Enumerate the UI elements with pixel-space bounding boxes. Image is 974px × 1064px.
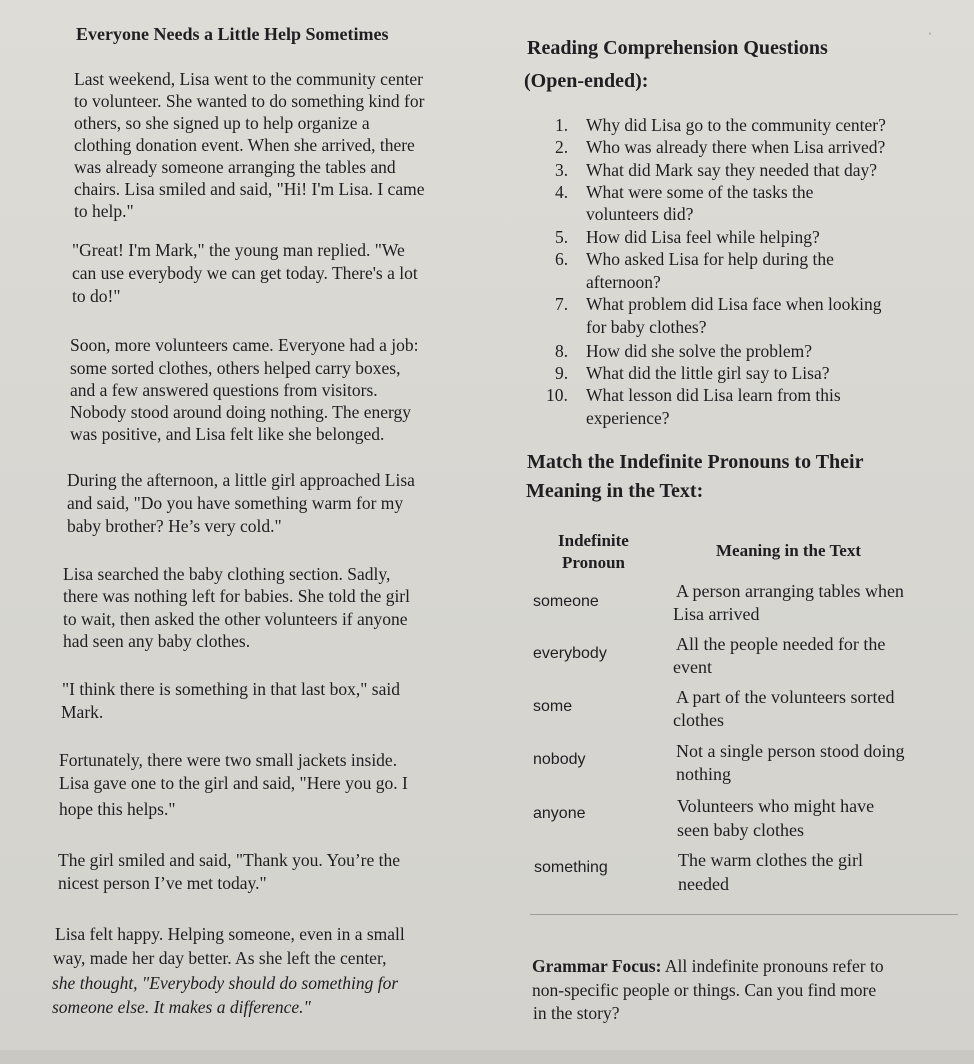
meaning-cell: seen baby clothes [677,820,804,840]
question-number: 6. [555,249,569,269]
pronoun-cell: something [534,859,608,876]
question-text: What did Mark say they needed that day? [586,160,878,180]
story-line: way, made her day better. As she left the center, [53,948,387,968]
question-text: What lesson did Lisa learn from this [586,385,841,405]
pronoun-cell: some [533,698,573,715]
story-line: Mark. [61,702,104,722]
question-number: 9. [555,363,569,383]
grammar-focus-line [532,955,884,977]
meaning-cell: event [673,657,712,677]
question-text: volunteers did? [586,204,694,224]
meaning-cell: Volunteers who might have [677,796,875,816]
question-text: Why did Lisa go to the community center? [586,115,886,135]
column-header-meaning: Meaning in the Text [716,541,861,560]
story-line: Fortunately, there were two small jackets inside. [59,750,398,770]
match-subheading: Meaning in the Text: [526,480,704,502]
question-text: How did Lisa feel while helping? [586,227,820,247]
meaning-cell: All the people needed for the [676,634,886,654]
story-line: to volunteer. She wanted to do something kind for [74,91,425,111]
meaning-cell: Lisa arrived [673,604,760,624]
column-header-pronoun: Pronoun [562,553,625,572]
match-heading: Match the Indefinite Pronouns to Their [527,451,864,473]
story-line: chairs. Lisa smiled and said, "Hi! I'm Lisa. I came [74,179,425,199]
column-header-pronoun: Indefinite [558,531,629,550]
story-line: others, so she signed up to help organize a [74,113,370,133]
story-line: had seen any baby clothes. [63,631,251,651]
pronoun-cell: anyone [533,805,586,822]
story-line: and a few answered questions from visitors. [70,380,378,400]
question-number: 7. [555,294,569,314]
story-line: someone else. It makes a difference." [52,997,311,1017]
story-line: there was nothing left for babies. She told the girl [63,586,411,606]
story-line: some sorted clothes, others helped carry boxes, [70,358,401,378]
question-number: 5. [555,227,569,247]
story-line: "Great! I'm Mark," the young man replied. "We [72,240,405,260]
story-line: clothing donation event. When she arrived, there [74,135,415,155]
grammar-focus-text: non-specific people or things. Can you find more [532,980,877,1000]
pronoun-cell: everybody [533,645,607,662]
story-line: can use everybody we can get today. There's a lot [72,263,418,283]
question-text: Who asked Lisa for help during the [586,249,834,269]
question-number: 8. [555,341,569,361]
story-line: baby brother? He’s very cold." [67,516,282,536]
story-line: Lisa searched the baby clothing section. Sadly, [63,564,391,584]
meaning-cell: clothes [673,710,724,730]
meaning-cell: needed [678,874,729,894]
story-line: Soon, more volunteers came. Everyone had a job: [70,335,419,355]
section-divider [530,914,958,915]
story-line: hope this helps." [59,799,176,819]
question-text: How did she solve the problem? [586,341,812,361]
pronoun-cell: nobody [533,751,586,768]
meaning-cell: Not a single person stood doing [676,741,905,761]
story-line: Lisa felt happy. Helping someone, even in a small [55,924,405,944]
question-text: What problem did Lisa face when looking [586,294,882,314]
story-line: to help." [74,201,134,221]
question-text: afternoon? [586,272,661,292]
questions-subheading: (Open-ended): [524,70,649,92]
question-text: experience? [586,408,670,428]
meaning-cell: nothing [676,764,732,784]
story-line: she thought, "Everybody should do something for [52,973,399,993]
grammar-focus-text: in the story? [533,1003,620,1023]
question-number: 3. [555,160,569,180]
paper-edge [0,1050,974,1064]
story-line: The girl smiled and said, "Thank you. You’re the [58,850,401,870]
story-line: nicest person I’ve met today." [58,873,267,893]
question-number: 2. [555,137,569,157]
question-text: for baby clothes? [586,317,707,337]
question-text: What did the little girl say to Lisa? [586,363,830,383]
meaning-cell: A part of the volunteers sorted [676,687,895,707]
question-text: Who was already there when Lisa arrived? [586,137,886,157]
story-line: was already someone arranging the tables and [74,157,396,177]
grammar-focus-text: All indefinite pronouns refer to [664,956,884,976]
pronoun-cell: someone [533,593,599,610]
meaning-cell: The warm clothes the girl [678,850,863,870]
question-number: 1. [555,115,569,135]
story-line: Last weekend, Lisa went to the community center [74,69,423,89]
story-line: "I think there is something in that last box," said [62,679,400,699]
meaning-cell: A person arranging tables when [676,581,904,601]
questions-heading: Reading Comprehension Questions [527,37,828,59]
story-title: Everyone Needs a Little Help Sometimes [76,24,389,44]
question-text: What were some of the tasks the [586,182,814,202]
story-line: During the afternoon, a little girl approached Lisa [67,470,415,490]
page-mark: ˈ [928,30,932,44]
story-line: Nobody stood around doing nothing. The energy [70,402,412,422]
story-line: to wait, then asked the other volunteers if anyone [63,609,408,629]
story-line: to do!" [72,286,121,306]
story-line: and said, "Do you have something warm for my [67,493,404,513]
question-number: 10. [546,385,568,405]
story-line: Lisa gave one to the girl and said, "Here you go. I [59,773,408,793]
story-line: was positive, and Lisa felt like she belonged. [70,424,385,444]
question-number: 4. [555,182,569,202]
grammar-focus-label: Grammar Focus: [532,956,662,976]
